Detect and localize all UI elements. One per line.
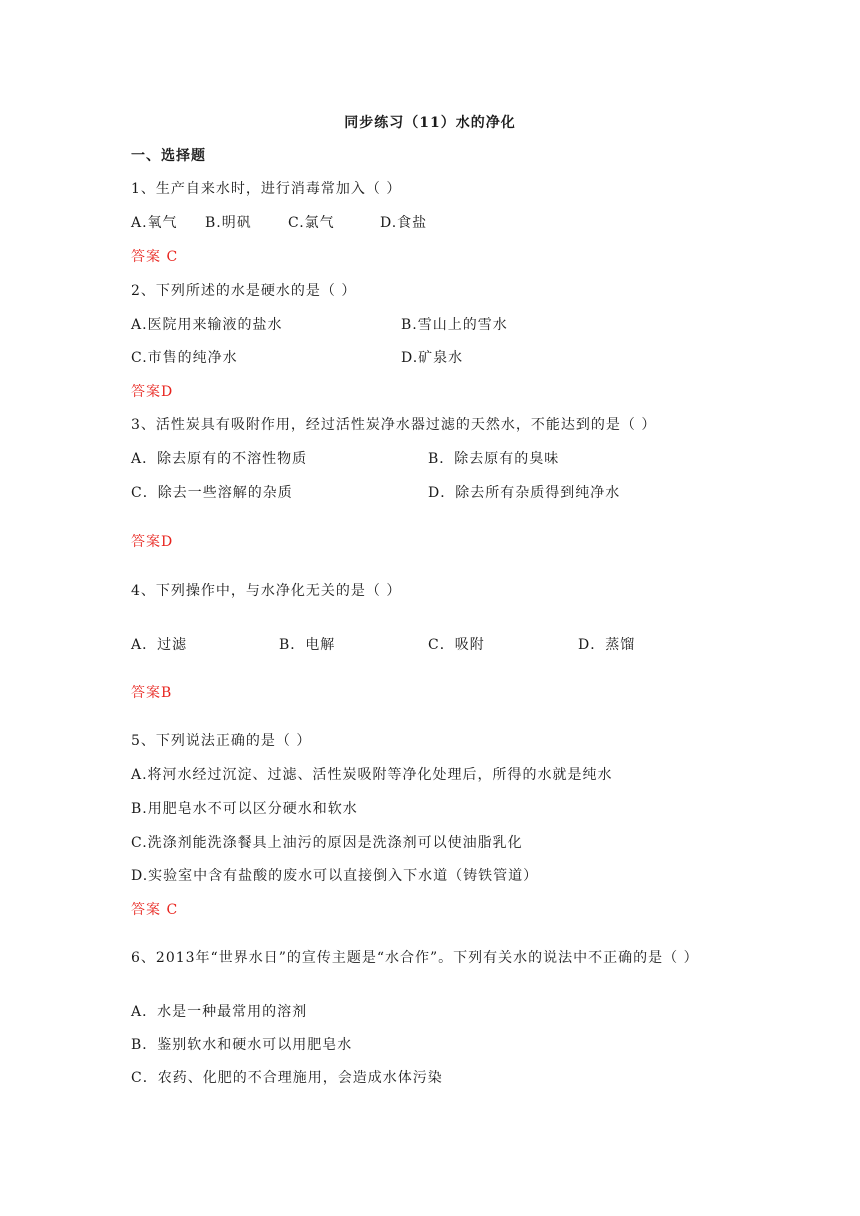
question-3-option-d: D．除去所有杂质得到纯净水 — [428, 485, 621, 501]
section-heading: 一、选择题 — [131, 148, 206, 164]
question-3-answer: 答案D — [131, 534, 174, 550]
question-2-option-a: A.医院用来输液的盐水 — [131, 317, 283, 333]
question-4-option-a: A．过滤 — [131, 637, 188, 653]
question-4-option-c: C．吸附 — [428, 637, 485, 653]
question-4-answer: 答案B — [131, 685, 173, 701]
question-1-stem: 1、生产自来水时，进行消毒常加入（ ） — [131, 181, 402, 197]
question-2-stem: 2、下列所述的水是硬水的是（ ） — [131, 283, 357, 299]
question-5-stem: 5、下列说法正确的是（ ） — [131, 733, 312, 749]
question-4-option-d: D．蒸馏 — [578, 637, 636, 653]
question-3-option-b: B．除去原有的臭味 — [428, 451, 560, 467]
question-6-stem: 6、2013年“世界水日”的宣传主题是“水合作”。下列有关水的说法中不正确的是（ ） — [131, 950, 699, 966]
question-6-option-c: C．农药、化肥的不合理施用，会造成水体污染 — [131, 1070, 443, 1086]
question-2-answer: 答案D — [131, 384, 174, 400]
question-4-option-b: B．电解 — [279, 637, 336, 653]
question-1-option-d: D.食盐 — [380, 215, 428, 231]
question-3-stem: 3、活性炭具有吸附作用，经过活性炭净水器过滤的天然水，不能达到的是（ ） — [131, 417, 657, 433]
question-5-option-b: B.用肥皂水不可以区分硬水和软水 — [131, 801, 358, 817]
question-1-answer: 答案 C — [131, 249, 179, 265]
question-3-option-c: C．除去一些溶解的杂质 — [131, 485, 293, 501]
question-2-option-c: C.市售的纯净水 — [131, 350, 238, 366]
question-6-option-b: B．鉴别软水和硬水可以用肥皂水 — [131, 1037, 353, 1053]
question-6-option-a: A．水是一种最常用的溶剂 — [131, 1004, 308, 1020]
page-title: 同步练习（11）水的净化 — [344, 115, 516, 131]
question-2-option-d: D.矿泉水 — [401, 350, 464, 366]
question-1-option-a: A.氧气 — [131, 215, 178, 231]
question-5-option-d: D.实验室中含有盐酸的废水可以直接倒入下水道（铸铁管道） — [131, 868, 539, 884]
question-4-stem: 4、下列操作中，与水净化无关的是（ ） — [131, 583, 402, 599]
question-3-option-a: A．除去原有的不溶性物质 — [131, 451, 308, 467]
question-1-option-c: C.氯气 — [288, 215, 335, 231]
question-5-answer: 答案 C — [131, 902, 179, 918]
question-5-option-a: A.将河水经过沉淀、过滤、活性炭吸附等净化处理后，所得的水就是纯水 — [131, 767, 613, 783]
question-5-option-c: C.洗涤剂能洗涤餐具上油污的原因是洗涤剂可以使油脂乳化 — [131, 835, 523, 851]
question-2-option-b: B.雪山上的雪水 — [401, 317, 508, 333]
question-1-option-b: B.明矾 — [205, 215, 252, 231]
